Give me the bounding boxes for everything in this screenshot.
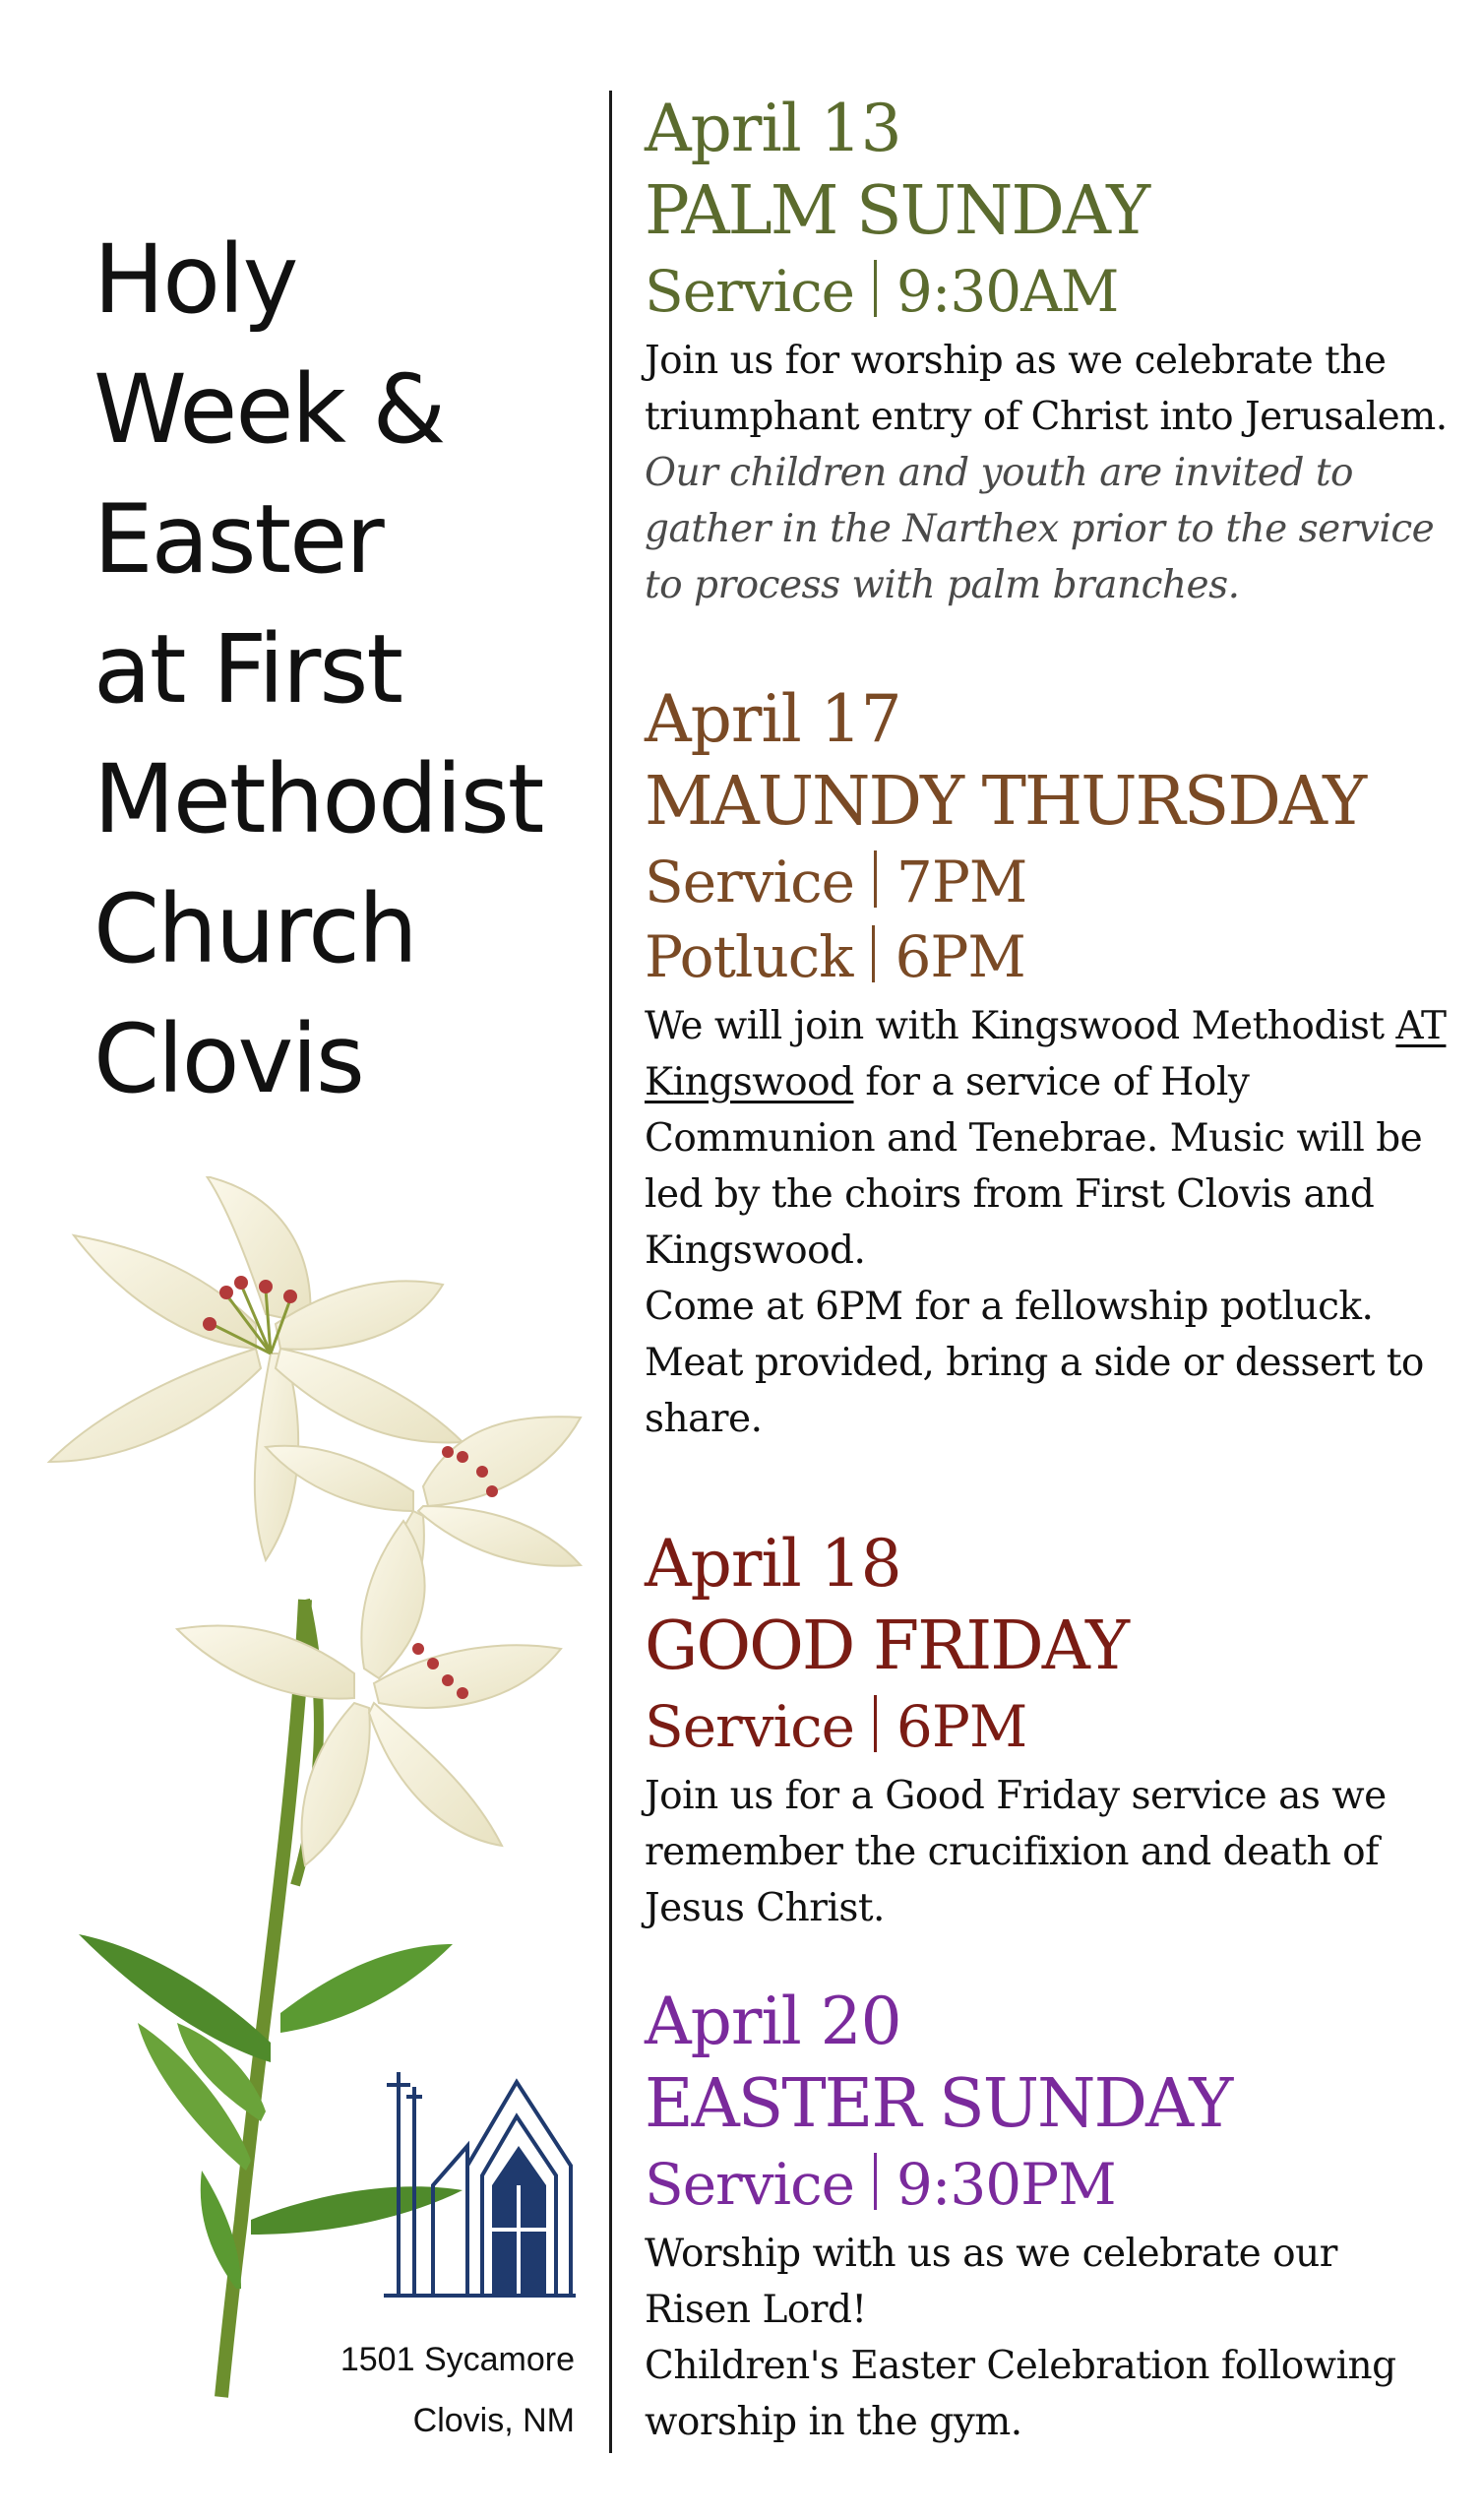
address-city: Clovis, NM	[412, 2402, 575, 2439]
title-line: Week &	[93, 354, 445, 465]
event-maundy-thursday	[645, 679, 1451, 1447]
title-line: at First	[93, 614, 402, 724]
time-value: 7PM	[895, 849, 1027, 915]
event-name: GOOD FRIDAY	[645, 1607, 1128, 1685]
event-description	[645, 2226, 1451, 2450]
description-text: Worship with us as we celebrate our Risen Lord!	[645, 2232, 1337, 2332]
title-line: Methodist	[93, 744, 543, 854]
time-separator	[874, 260, 877, 317]
time-value: 9:30AM	[895, 258, 1119, 325]
description-text: Join us for a Good Friday service as we remember the crucifixion and death of Jesus Christ.	[645, 1774, 1387, 1930]
description-italic: Our children and youth are invited to gather in the Narthex prior to the service to process with palm branches.	[645, 451, 1435, 607]
title-line: Easter	[93, 484, 383, 595]
description-text: Join us for worship as we celebrate the triumphant entry of Christ into Jerusalem.	[645, 339, 1448, 439]
time-label: Potluck	[645, 923, 853, 990]
event-name: EASTER SUNDAY	[645, 2065, 1232, 2143]
time-label: Service	[645, 1693, 854, 1760]
event-description	[645, 998, 1451, 1447]
event-name: MAUNDY THURSDAY	[645, 763, 1366, 841]
time-label: Service	[645, 2151, 854, 2218]
event-date: April 13	[645, 91, 901, 166]
service-time	[645, 1689, 1451, 1764]
event-palm-sunday	[645, 89, 1451, 613]
service-time	[645, 254, 1451, 329]
time-separator	[874, 2153, 877, 2210]
potluck-time	[645, 919, 1451, 994]
event-easter-sunday	[645, 1982, 1451, 2450]
church-logo-icon	[379, 2067, 581, 2303]
description-part: We will join with Kingswood Methodist	[645, 1004, 1385, 1048]
time-value: 6PM	[895, 923, 1025, 990]
description-text	[645, 998, 1451, 1279]
title-line: Holy	[93, 224, 297, 335]
event-description	[645, 333, 1451, 613]
event-good-friday	[645, 1524, 1451, 1936]
time-label: Service	[645, 258, 854, 325]
event-name: PALM SUNDAY	[645, 172, 1149, 250]
description-part: for a service of Holy Communion and Tenebrae. Music will be led by the choirs from First Clovis and Kingswood.	[645, 1060, 1423, 1273]
page-title	[93, 215, 605, 1124]
time-separator	[874, 1695, 877, 1752]
event-date: April 20	[645, 1984, 901, 2059]
event-date: April 17	[645, 681, 901, 757]
description-text: Children's Easter Celebration following worship in the gym.	[645, 2344, 1396, 2444]
title-line: Clovis	[93, 1004, 363, 1114]
time-value: 9:30PM	[895, 2151, 1116, 2218]
address-street: 1501 Sycamore	[340, 2341, 575, 2378]
description-underline: AT Kingswood	[645, 1004, 1447, 1104]
service-time	[645, 845, 1451, 919]
title-line: Church	[93, 874, 416, 984]
time-value: 6PM	[895, 1693, 1027, 1760]
time-separator	[872, 925, 875, 982]
time-label: Service	[645, 849, 854, 915]
event-description	[645, 1768, 1451, 1936]
event-date: April 18	[645, 1526, 901, 1602]
service-time	[645, 2147, 1451, 2222]
description-text: Come at 6PM for a fellowship potluck. Meat provided, bring a side or dessert to share.	[645, 1285, 1424, 1441]
vertical-divider	[609, 91, 612, 2453]
time-separator	[874, 850, 877, 908]
